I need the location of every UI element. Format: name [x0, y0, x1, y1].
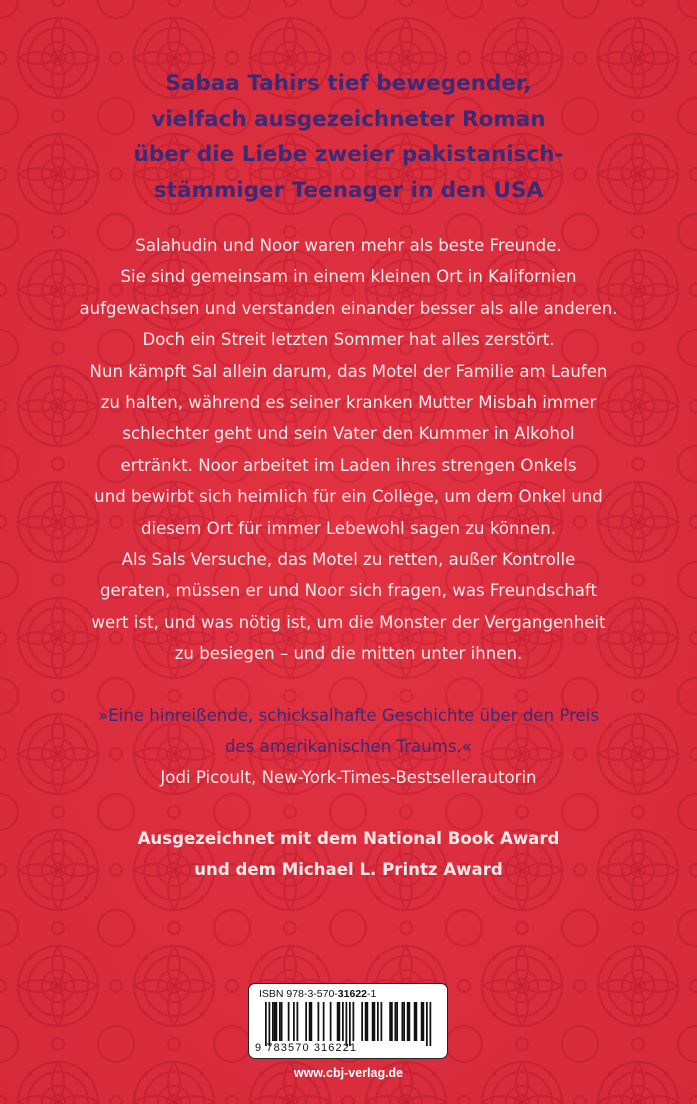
headline-line: Sabaa Tahirs tief bewegender, [165, 71, 532, 96]
barcode-bar [342, 1002, 344, 1041]
barcode-bar [346, 1002, 348, 1046]
barcode-bar [407, 1002, 409, 1041]
barcode-bar [389, 1002, 391, 1041]
barcode-bar [305, 1002, 307, 1041]
blurb-line: zu besiegen – und die mitten unter ihnen. [174, 644, 523, 664]
barcode-bar [297, 1002, 299, 1041]
barcode-bar [372, 1002, 374, 1041]
isbn-prefix: ISBN 978-3-570- [259, 988, 338, 1000]
barcode-bar [430, 1002, 432, 1046]
headline-line: über die Liebe zweier pakistanisch- [133, 142, 564, 167]
review-quote [20, 700, 677, 793]
barcode-bar [423, 1002, 425, 1041]
barcode-bar [279, 1002, 281, 1041]
blurb-line: diesem Ort für immer Lebewohl sagen zu können. [140, 518, 557, 538]
blurb-line: geraten, müssen er und Noor sich fragen, was Freundschaft [99, 581, 597, 601]
quote-line: des amerikanischen Traums.« [225, 737, 472, 756]
barcode-bar [281, 1002, 283, 1041]
blurb-line: zu halten, während es seiner kranken Mutter Misbah immer [100, 393, 597, 413]
blurb-line: ertränkt. Noor arbeitet im Laden ihres strengen Onkels [120, 455, 577, 475]
barcode-bar [318, 1002, 320, 1041]
headline-line: vielfach ausgezeichneter Roman [151, 106, 546, 132]
blurb-line: wert ist, und was nötig ist, um die Monster der Vergangenheit [91, 612, 606, 632]
barcode-bar [414, 1002, 416, 1041]
barcode-bar [374, 1002, 376, 1041]
barcode-bar [288, 1002, 290, 1041]
barcode-bar [276, 1002, 278, 1041]
blurb-line: Sie sind gemeinsam in einem kleinen Ort in Kalifornien [120, 267, 577, 287]
barcode-bar [396, 1002, 398, 1041]
barcode-bar [403, 1002, 405, 1041]
award-note [20, 823, 677, 885]
award-line: Ausgezeichnet mit dem National Book Award [137, 829, 560, 848]
barcode-bar [339, 1002, 341, 1041]
barcode-bar [309, 1002, 311, 1041]
blurb-text [20, 230, 677, 670]
barcode-bar [274, 1002, 276, 1041]
award-line: und dem Michael L. Printz Award [194, 860, 503, 879]
isbn-bold-part: 31622 [337, 988, 367, 1000]
barcode-bar [330, 1002, 332, 1041]
blurb-line: Als Sals Versuche, das Motel zu retten, außer Kontrolle [121, 550, 576, 570]
isbn-text [259, 988, 376, 1000]
barcode-bar [402, 1002, 404, 1041]
quote-line: »Eine hinreißende, schicksalhafte Geschichte über den Preis [97, 706, 600, 725]
blurb-line: aufgewachsen und verstanden einander besser als alle anderen. [79, 298, 618, 318]
barcode-bar [395, 1002, 397, 1041]
barcode-bar [323, 1002, 325, 1041]
barcode-bar [349, 1002, 351, 1046]
barcode-bar [391, 1002, 393, 1041]
barcode-bar [416, 1002, 418, 1041]
headline [60, 66, 637, 208]
publisher-website[interactable]: www.cbj-verlag.de [293, 1066, 404, 1080]
barcode-bar [272, 1002, 274, 1041]
blurb-line: und bewirbt sich heimlich für ein College, um dem Onkel und [94, 487, 603, 507]
barcode-bar [421, 1002, 423, 1041]
barcode-bar [269, 1002, 271, 1046]
barcode-bar [409, 1002, 411, 1041]
blurb-line: schlechter geht und sein Vater den Kummer in Alkohol [122, 424, 575, 444]
barcode-bar [381, 1002, 383, 1041]
barcode-bar [426, 1002, 428, 1046]
blurb-line: Nun kämpft Sal allein darum, das Motel der Familie am Laufen [89, 361, 608, 381]
barcode-bar [337, 1002, 339, 1041]
isbn-barcode [248, 983, 448, 1059]
barcode-bar [365, 1002, 367, 1041]
blurb-line: Salahudin und Noor waren mehr als beste Freunde. [135, 236, 562, 255]
barcode-bar [353, 1002, 355, 1041]
quote-attribution: Jodi Picoult, New-York-Times-Bestsellerautorin [160, 768, 537, 787]
barcode-bar [377, 1002, 379, 1041]
isbn-suffix: -1 [367, 988, 377, 1000]
ean-digits: 9 783570 316221 [255, 1042, 358, 1054]
barcode-bar [361, 1002, 363, 1041]
barcode-bar [311, 1002, 313, 1041]
barcode-bar [367, 1002, 369, 1041]
barcode-bar [293, 1002, 295, 1041]
blurb-line: Doch ein Streit letzten Sommer hat alles zerstört. [142, 330, 555, 350]
headline-line: stämmiger Teenager in den USA [153, 177, 544, 203]
barcode-bar [265, 1002, 267, 1046]
